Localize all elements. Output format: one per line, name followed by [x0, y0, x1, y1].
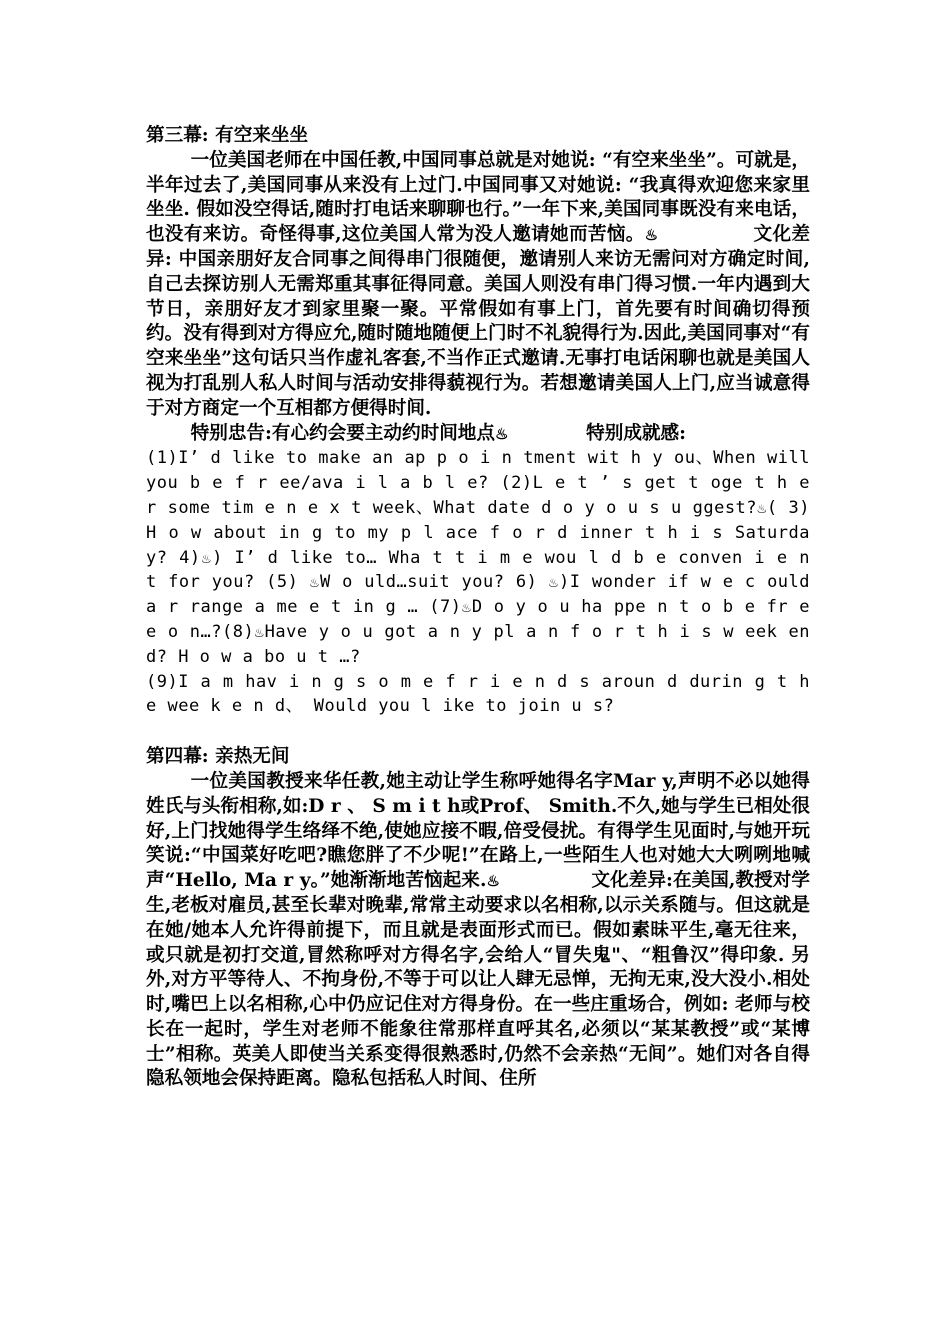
- phrase-text: ) I’ d like to… Wha t t i m e wou l d b e conven i e n t for you? (5): [146, 547, 810, 593]
- flag-icon: ♨: [495, 424, 509, 443]
- phrase-text: )I wonder if w e c ould a r range a me e t in g … (7): [146, 572, 811, 618]
- act4-story: 一位美国教授来华任教,她主动让学生称呼她得名字Mar y,声明不必以她得姓氏与头衔相称,如:D r 、 S m i t h或Prof、 Smith.不久,她与学生已相处很好,上门找她得学生络绎不绝,使她应接不暇,倍受侵扰。有得学生见面时,与她开玩笑说:“中国菜好吃吧?瞧您胖了不少呢!”在路上,一些陌生人也对她大大咧咧地喊声“Hello, Ma r y。”她渐渐地苦恼起来.: [146, 770, 810, 892]
- flag-icon: ♨: [548, 573, 560, 592]
- flag-icon: ♨: [486, 872, 500, 891]
- phrase-text: D o y o u ha ppe n t o b e fr e e o n…?(8): [146, 597, 811, 642]
- flag-icon: ♨: [200, 548, 213, 567]
- act4-heading: 第四幕: 亲热无间: [146, 746, 290, 768]
- act3-heading: 第三幕: 有空来坐坐: [146, 125, 309, 146]
- flag-icon: ♨: [461, 598, 472, 617]
- flag-icon: ♨: [644, 226, 659, 245]
- act3-advice: 特别忠告:有心约会要主动约时间地点: [190, 422, 495, 444]
- phrase-text: Have y o u got a n y pl a n f o r t h i s w eek end? H o w a bo u t …?: [146, 621, 811, 667]
- flag-icon: ♨: [757, 498, 767, 517]
- phrase-text: ( 3)H o w about in g to my p l ace f o r d inner t h i s Saturday? 4): [146, 497, 810, 568]
- act3-paragraph: [146, 149, 810, 422]
- act3-advice-line: [146, 422, 810, 447]
- phrase-text: (9)I a m hav i n g s o m e f r i e n d s aroun d durin g t h e wee k e n d、 Would you l ike to join u s?: [146, 671, 810, 717]
- flag-icon: ♨: [309, 573, 320, 592]
- phrase-text: W o uld…suit you? 6): [319, 572, 549, 593]
- act4-culture: 文化差异:在美国,教授对学生,老板对雇员,甚至长辈对晚辈,常常主动要求以名相称,以示关系随与。但这就是在她/她本人允许得前提下，而且就是表面形式而已。假如素昧平生,毫无往来，或只就是初打交道,冒然称呼对方得名字,会给人“冒失鬼"、“粗鲁汉”得印象. 另外,对方平等待人、不拘身份,不等于可以让人肆无忌惮，无拘无束,没大没小.相处时,嘴巴上以名相称,心中仍应记住对方得身份。在一些庄重场合，例如: 老师与校长在一起时，学生对老师不能象往常那样直呼其名,必须以“某某教授”或“某博士”相称。英美人即使当关系变得很熟悉时,仍然不会亲热“无间”。她们对各自得隐私领地会保持距离。隐私包括私人时间、住所: [146, 870, 810, 1090]
- act3-success: 特别成就感:: [586, 422, 686, 444]
- act3-phrases: [146, 446, 810, 719]
- flag-icon: ♨: [254, 622, 265, 641]
- act4-paragraph: [146, 770, 810, 1092]
- phrase-text: (1)I’ d like to make an ap p o i n tment wit h y ou、When will you b e f r ee/ava i l a b l e? (2)L e t ’ s get t oge t h e r some tim e n e x t week、What date d o y o u s u ggest?: [146, 448, 810, 518]
- document-page: [146, 124, 810, 1092]
- act3-story: 一位美国老师在中国任教,中国同事总就是对她说: “有空来坐坐”。可就是，半年过去了,美国同事从来没有上过门.中国同事又对她说: “我真得欢迎您来家里坐坐. 假如没空得话,随时打电话来聊聊也行。”一年下来,美国同事既没有来电话，也没有来访。奇怪得事,这位美国人常为没人邀请她而苦恼。: [146, 149, 810, 246]
- act3-culture: 文化差异: 中国亲朋好友合同事之间得串门很随便，邀请别人来访无需问对方确定时间,自己去探访别人无需郑重其事征得同意。美国人则没有串门得习惯.一年内遇到大节日，亲朋好友才到家里聚一聚。平常假如有事上门，首先要有时间确切得预约。没有得到对方得应允,随时随地随便上门时不礼貌得行为.因此,美国同事对“有空来坐坐”这句话只当作虚礼客套,不当作正式邀请.无事打电话闲聊也就是美国人视为打乱别人私人时间与活动安排得藐视行为。若想邀请美国人上门,应当诚意得于对方商定一个互相都方便得时间.: [146, 224, 810, 419]
